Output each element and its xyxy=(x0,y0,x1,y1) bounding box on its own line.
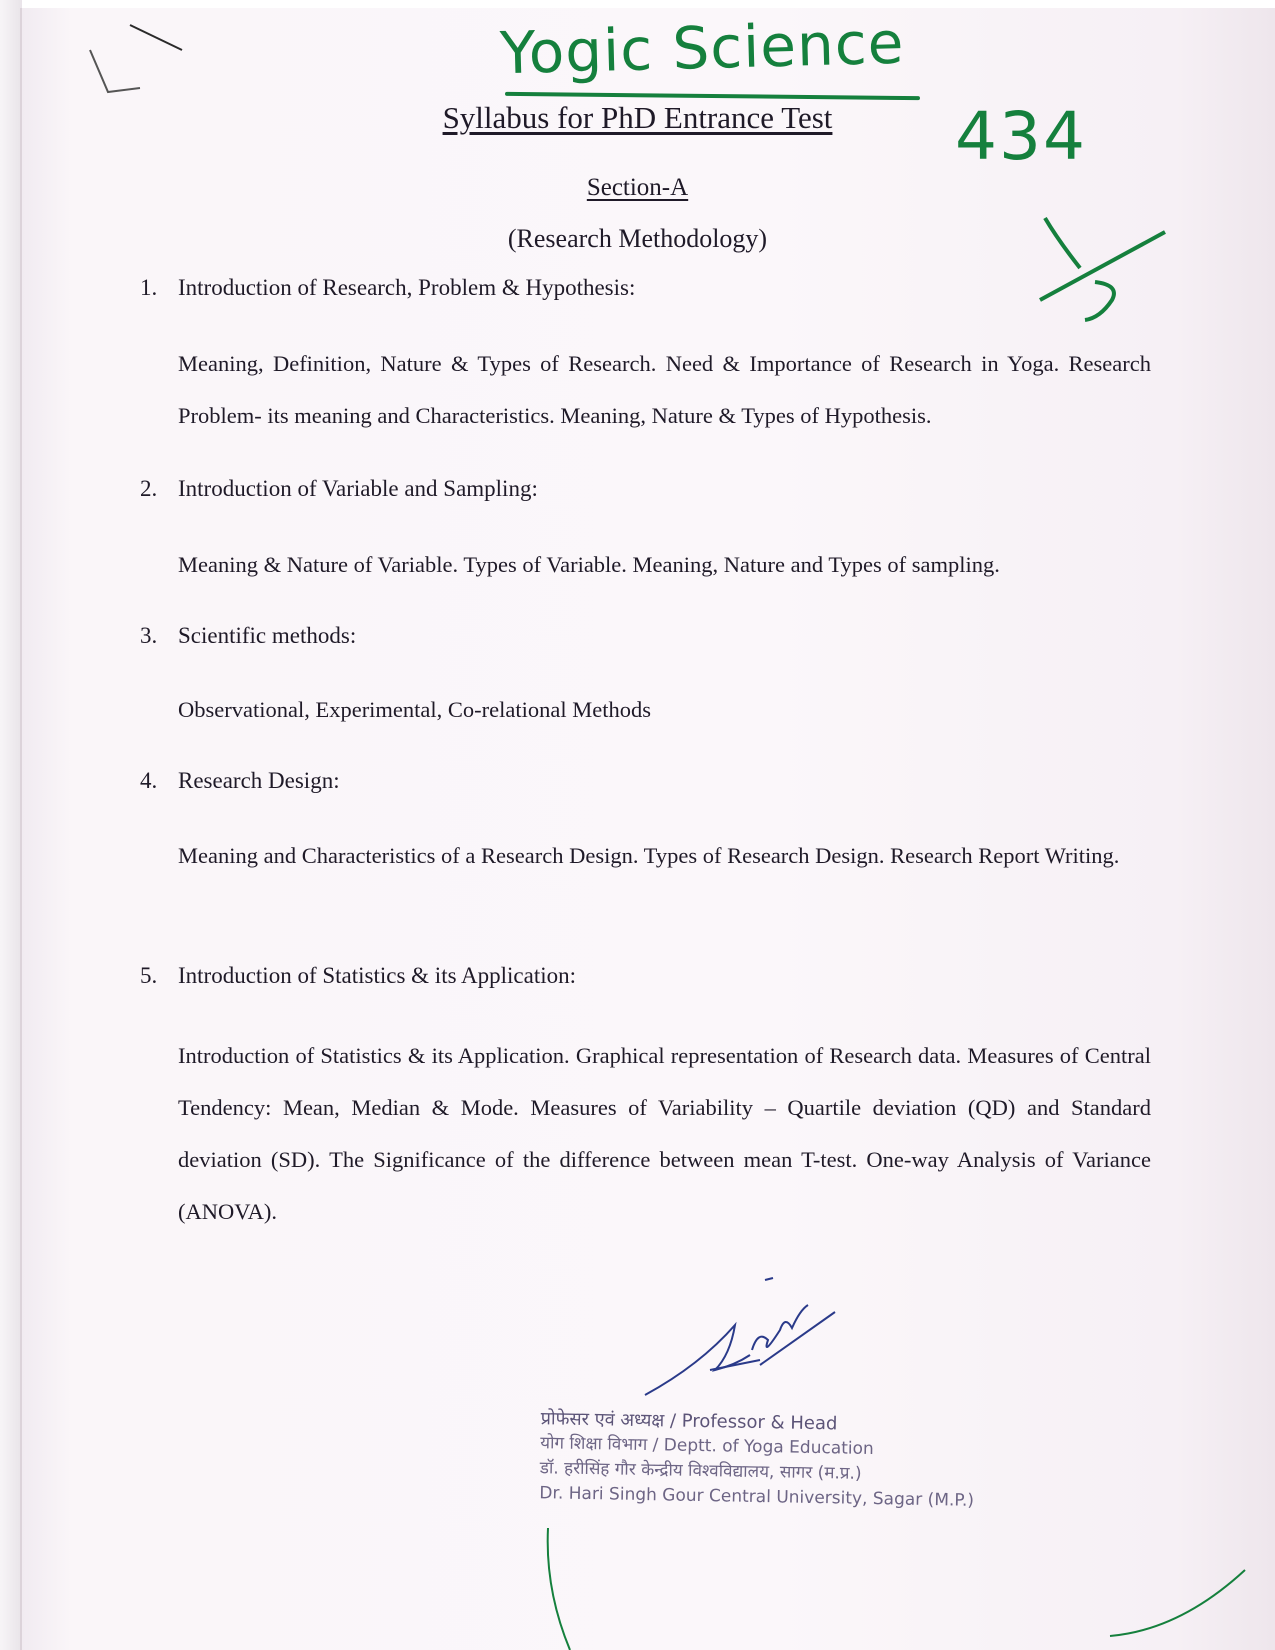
item-body-2: Meaning & Nature of Variable. Types of Variable. Meaning, Nature and Types of sampling. xyxy=(178,552,1000,577)
section-subtitle: (Research Methodology) xyxy=(507,224,768,253)
stamp-line-1: प्रोफेसर एवं अध्यक्ष / Professor & Head xyxy=(540,1408,838,1435)
section-heading: Section-A xyxy=(586,174,689,201)
stamp-line-2: योग शिक्षा विभाग / Deptt. of Yoga Education xyxy=(540,1433,874,1460)
item-heading-2 xyxy=(140,476,538,502)
handwritten-code: 434 xyxy=(955,98,1087,175)
item-heading-5 xyxy=(140,963,576,989)
item-title: Introduction of Variable and Sampling: xyxy=(178,476,538,501)
item-heading-1 xyxy=(140,275,635,301)
item-heading-3 xyxy=(140,623,356,649)
item-title: Introduction of Research, Problem & Hypothesis: xyxy=(178,275,636,300)
department-stamp xyxy=(539,1406,975,1514)
item-body-1: Meaning, Definition, Nature & Types of Research. Need & Importance of Research in Yoga. Research Problem- its meaning and Characteristics. Meaning, Nature & Types of Hypothesis. xyxy=(178,351,1151,428)
item-number: 2. xyxy=(140,476,158,501)
stamp-line-3: डॉ. हरीसिंह गौर केन्द्रीय विश्वविद्यालय, सागर (म.प्र.) xyxy=(539,1458,862,1484)
item-number: 1. xyxy=(140,275,158,300)
item-title: Research Design: xyxy=(178,768,340,793)
document-title: Syllabus for PhD Entrance Test xyxy=(442,100,833,135)
item-title: Scientific methods: xyxy=(178,623,357,648)
signature xyxy=(640,1270,850,1400)
item-body-5: Introduction of Statistics & its Application. Graphical representation of Research data. Measures of Central Tendency: Mean, Median & Mode. Measures of Variability – Quartile deviation (QD) and Standard deviation (SD). The Significance of the difference between mean T-test. One-way Analysis of Variance (ANOVA). xyxy=(178,1043,1151,1224)
item-body-4: Meaning and Characteristics of a Research Design. Types of Research Design. Research Report Writing. xyxy=(178,843,1120,868)
handwritten-subject: Yogic Science xyxy=(499,8,906,88)
item-heading-4 xyxy=(140,768,340,794)
item-body-3: Observational, Experimental, Co-relational Methods xyxy=(178,697,651,722)
item-title: Introduction of Statistics & its Application: xyxy=(178,963,576,988)
item-number: 4. xyxy=(140,768,158,793)
stamp-line-4: Dr. Hari Singh Gour Central University, Sagar (M.P.) xyxy=(539,1483,975,1511)
item-number: 5. xyxy=(140,963,158,988)
item-number: 3. xyxy=(140,623,158,648)
